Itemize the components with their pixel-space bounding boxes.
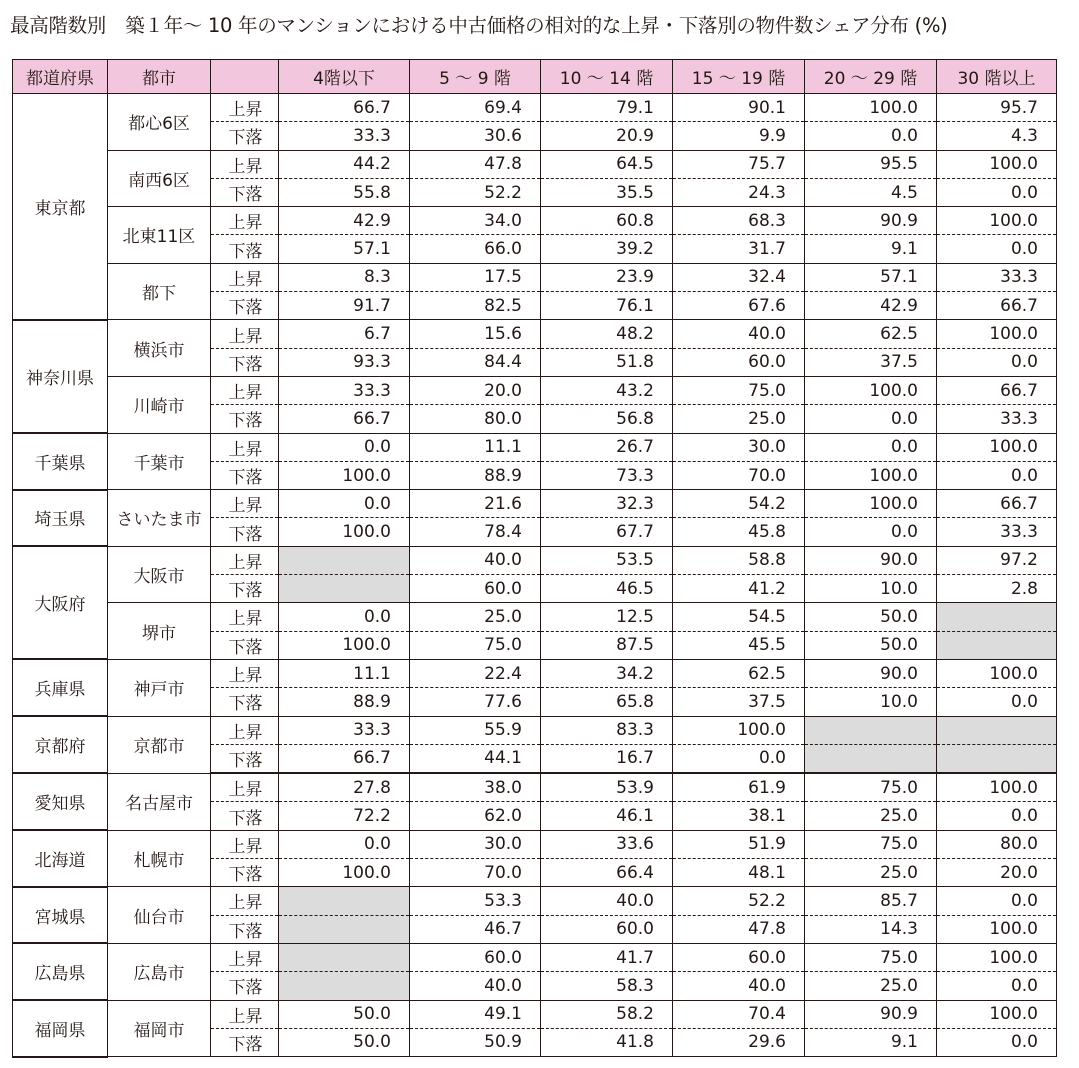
value-cell: 45.5 — [673, 631, 805, 659]
empty-cell — [279, 943, 410, 971]
rise-label: 上昇 — [211, 943, 279, 971]
value-cell: 100.0 — [805, 461, 937, 489]
value-cell: 30.0 — [673, 433, 805, 461]
value-cell: 67.6 — [673, 292, 805, 320]
value-cell: 40.0 — [541, 887, 673, 915]
value-cell: 100.0 — [937, 207, 1057, 235]
value-cell: 47.8 — [410, 150, 541, 178]
value-cell: 4.3 — [937, 122, 1057, 150]
city-cell: さいたま市 — [108, 490, 211, 547]
rise-label: 上昇 — [211, 490, 279, 518]
value-cell: 23.9 — [541, 263, 673, 291]
value-cell: 95.7 — [937, 94, 1057, 122]
prefecture-cell: 大阪府 — [13, 546, 108, 659]
rise-label: 上昇 — [211, 150, 279, 178]
value-cell: 87.5 — [541, 631, 673, 659]
value-cell: 15.6 — [410, 320, 541, 348]
value-cell: 33.3 — [937, 263, 1057, 291]
value-cell: 66.4 — [541, 859, 673, 887]
header-row — [13, 60, 1057, 94]
value-cell: 0.0 — [937, 461, 1057, 489]
value-cell: 48.2 — [541, 320, 673, 348]
value-cell: 0.0 — [937, 348, 1057, 376]
table-row — [13, 773, 1057, 802]
city-cell: 札幌市 — [108, 830, 211, 887]
value-cell: 41.7 — [541, 943, 673, 971]
value-cell: 33.3 — [937, 405, 1057, 433]
value-cell: 37.5 — [673, 688, 805, 716]
value-cell: 100.0 — [279, 518, 410, 546]
value-cell: 88.9 — [279, 688, 410, 716]
value-cell: 85.7 — [805, 887, 937, 915]
value-cell: 60.0 — [673, 943, 805, 971]
value-cell: 66.7 — [937, 490, 1057, 518]
city-cell: 千葉市 — [108, 433, 211, 490]
value-cell: 41.2 — [673, 575, 805, 603]
table-row — [13, 433, 1057, 461]
value-cell: 29.6 — [673, 1028, 805, 1056]
table-row — [13, 376, 1057, 404]
value-cell: 53.3 — [410, 887, 541, 915]
value-cell: 80.0 — [410, 405, 541, 433]
value-cell: 38.0 — [410, 773, 541, 802]
value-cell: 0.0 — [937, 178, 1057, 206]
value-cell: 37.5 — [805, 348, 937, 376]
empty-cell — [937, 744, 1057, 773]
value-cell: 50.0 — [805, 631, 937, 659]
table-row — [13, 490, 1057, 518]
rise-label: 上昇 — [211, 376, 279, 404]
prefecture-cell: 広島県 — [13, 943, 108, 1000]
city-cell: 堺市 — [108, 603, 211, 660]
header-city: 都市 — [108, 60, 211, 94]
value-cell: 0.0 — [805, 518, 937, 546]
prefecture-cell: 京都府 — [13, 716, 108, 773]
value-cell: 51.8 — [541, 348, 673, 376]
value-cell: 50.0 — [279, 1000, 410, 1028]
value-cell: 60.0 — [410, 575, 541, 603]
value-cell: 0.0 — [937, 235, 1057, 263]
city-cell: 広島市 — [108, 943, 211, 1000]
value-cell: 100.0 — [937, 433, 1057, 461]
value-cell: 55.8 — [279, 178, 410, 206]
header-floors-20-29: 20 ～ 29 階 — [805, 60, 937, 94]
price-share-table — [12, 59, 1057, 1058]
value-cell: 26.7 — [541, 433, 673, 461]
value-cell: 0.0 — [673, 744, 805, 773]
fall-label: 下落 — [211, 178, 279, 206]
value-cell: 17.5 — [410, 263, 541, 291]
value-cell: 90.1 — [673, 94, 805, 122]
value-cell: 69.4 — [410, 94, 541, 122]
empty-cell — [805, 744, 937, 773]
value-cell: 100.0 — [673, 716, 805, 744]
value-cell: 39.2 — [541, 235, 673, 263]
value-cell: 11.1 — [410, 433, 541, 461]
value-cell: 54.5 — [673, 603, 805, 631]
rise-label: 上昇 — [211, 830, 279, 858]
value-cell: 25.0 — [410, 603, 541, 631]
value-cell: 57.1 — [279, 235, 410, 263]
rise-label: 上昇 — [211, 1000, 279, 1028]
value-cell: 51.9 — [673, 830, 805, 858]
value-cell: 66.7 — [279, 94, 410, 122]
value-cell: 42.9 — [279, 207, 410, 235]
value-cell: 48.1 — [673, 859, 805, 887]
table-row — [13, 943, 1057, 971]
value-cell: 40.0 — [673, 320, 805, 348]
value-cell: 67.7 — [541, 518, 673, 546]
table-row — [13, 716, 1057, 744]
value-cell: 0.0 — [937, 802, 1057, 830]
value-cell: 65.8 — [541, 688, 673, 716]
value-cell: 0.0 — [279, 603, 410, 631]
value-cell: 33.3 — [279, 716, 410, 744]
prefecture-cell: 埼玉県 — [13, 490, 108, 547]
value-cell: 0.0 — [937, 1028, 1057, 1056]
value-cell: 100.0 — [937, 150, 1057, 178]
rise-label: 上昇 — [211, 94, 279, 122]
value-cell: 60.0 — [541, 915, 673, 943]
city-cell: 川崎市 — [108, 376, 211, 433]
value-cell: 6.7 — [279, 320, 410, 348]
value-cell: 64.5 — [541, 150, 673, 178]
table-row — [13, 207, 1057, 235]
value-cell: 0.0 — [279, 433, 410, 461]
city-cell: 南西6区 — [108, 150, 211, 207]
value-cell: 77.6 — [410, 688, 541, 716]
value-cell: 100.0 — [937, 320, 1057, 348]
value-cell: 90.9 — [805, 1000, 937, 1028]
fall-label: 下落 — [211, 688, 279, 716]
value-cell: 16.7 — [541, 744, 673, 773]
city-cell: 名古屋市 — [108, 773, 211, 830]
rise-label: 上昇 — [211, 320, 279, 348]
value-cell: 75.0 — [805, 830, 937, 858]
value-cell: 27.8 — [279, 773, 410, 802]
value-cell: 100.0 — [279, 631, 410, 659]
value-cell: 90.0 — [805, 659, 937, 687]
fall-label: 下落 — [211, 235, 279, 263]
value-cell: 20.0 — [410, 376, 541, 404]
value-cell: 43.2 — [541, 376, 673, 404]
value-cell: 40.0 — [410, 546, 541, 574]
value-cell: 62.0 — [410, 802, 541, 830]
value-cell: 46.5 — [541, 575, 673, 603]
table-row — [13, 94, 1057, 122]
value-cell: 31.7 — [673, 235, 805, 263]
value-cell: 75.0 — [805, 943, 937, 971]
header-floors-15-19: 15 ～ 19 階 — [673, 60, 805, 94]
city-cell: 北東11区 — [108, 207, 211, 264]
prefecture-cell: 東京都 — [13, 94, 108, 320]
prefecture-cell: 北海道 — [13, 830, 108, 887]
value-cell: 58.3 — [541, 972, 673, 1000]
fall-label: 下落 — [211, 915, 279, 943]
value-cell: 91.7 — [279, 292, 410, 320]
value-cell: 52.2 — [410, 178, 541, 206]
value-cell: 46.7 — [410, 915, 541, 943]
city-cell: 都下 — [108, 263, 211, 320]
value-cell: 50.0 — [279, 1028, 410, 1056]
value-cell: 82.5 — [410, 292, 541, 320]
value-cell: 75.0 — [805, 773, 937, 802]
empty-cell — [279, 546, 410, 574]
value-cell: 44.1 — [410, 744, 541, 773]
value-cell: 42.9 — [805, 292, 937, 320]
value-cell: 53.9 — [541, 773, 673, 802]
value-cell: 25.0 — [673, 405, 805, 433]
value-cell: 25.0 — [805, 859, 937, 887]
value-cell: 100.0 — [805, 376, 937, 404]
value-cell: 70.0 — [673, 461, 805, 489]
fall-label: 下落 — [211, 1028, 279, 1056]
value-cell: 25.0 — [805, 972, 937, 1000]
empty-cell — [937, 603, 1057, 631]
value-cell: 41.8 — [541, 1028, 673, 1056]
table-row — [13, 546, 1057, 574]
fall-label: 下落 — [211, 122, 279, 150]
value-cell: 68.3 — [673, 207, 805, 235]
value-cell: 0.0 — [937, 887, 1057, 915]
value-cell: 34.0 — [410, 207, 541, 235]
value-cell: 14.3 — [805, 915, 937, 943]
value-cell: 100.0 — [937, 773, 1057, 802]
header-floors-5-9: 5 ～ 9 階 — [410, 60, 541, 94]
value-cell: 100.0 — [805, 94, 937, 122]
table-row — [13, 1000, 1057, 1028]
value-cell: 75.7 — [673, 150, 805, 178]
empty-cell — [937, 716, 1057, 744]
value-cell: 100.0 — [279, 859, 410, 887]
value-cell: 50.9 — [410, 1028, 541, 1056]
value-cell: 32.3 — [541, 490, 673, 518]
city-cell: 横浜市 — [108, 320, 211, 377]
rise-label: 上昇 — [211, 263, 279, 291]
value-cell: 33.6 — [541, 830, 673, 858]
value-cell: 0.0 — [805, 433, 937, 461]
fall-label: 下落 — [211, 859, 279, 887]
value-cell: 56.8 — [541, 405, 673, 433]
value-cell: 34.2 — [541, 659, 673, 687]
fall-label: 下落 — [211, 744, 279, 773]
value-cell: 83.3 — [541, 716, 673, 744]
value-cell: 22.4 — [410, 659, 541, 687]
fall-label: 下落 — [211, 575, 279, 603]
value-cell: 12.5 — [541, 603, 673, 631]
value-cell: 66.7 — [937, 292, 1057, 320]
prefecture-cell: 福岡県 — [13, 1000, 108, 1057]
value-cell: 0.0 — [937, 972, 1057, 1000]
fall-label: 下落 — [211, 972, 279, 1000]
value-cell: 60.0 — [673, 348, 805, 376]
table-title: 最高階数別 築１年～ 10 年のマンションにおける中古価格の相対的な上昇・下落別の物件数シェア分布 (%) — [10, 14, 948, 37]
value-cell: 20.0 — [937, 859, 1057, 887]
table-row — [13, 263, 1057, 291]
value-cell: 79.1 — [541, 94, 673, 122]
fall-label: 下落 — [211, 348, 279, 376]
value-cell: 30.6 — [410, 122, 541, 150]
value-cell: 70.0 — [410, 859, 541, 887]
value-cell: 30.0 — [410, 830, 541, 858]
rise-label: 上昇 — [211, 546, 279, 574]
value-cell: 93.3 — [279, 348, 410, 376]
value-cell: 90.0 — [805, 546, 937, 574]
value-cell: 47.8 — [673, 915, 805, 943]
value-cell: 0.0 — [279, 830, 410, 858]
city-cell: 福岡市 — [108, 1000, 211, 1057]
empty-cell — [279, 915, 410, 943]
table-row — [13, 150, 1057, 178]
empty-cell — [279, 575, 410, 603]
value-cell: 2.8 — [937, 575, 1057, 603]
city-cell: 都心6区 — [108, 94, 211, 151]
value-cell: 9.9 — [673, 122, 805, 150]
value-cell: 24.3 — [673, 178, 805, 206]
header-prefecture: 都道府県 — [13, 60, 108, 94]
value-cell: 75.0 — [410, 631, 541, 659]
value-cell: 46.1 — [541, 802, 673, 830]
value-cell: 66.7 — [279, 744, 410, 773]
value-cell: 49.1 — [410, 1000, 541, 1028]
value-cell: 45.8 — [673, 518, 805, 546]
fall-label: 下落 — [211, 631, 279, 659]
value-cell: 40.0 — [673, 972, 805, 1000]
value-cell: 44.2 — [279, 150, 410, 178]
prefecture-cell: 千葉県 — [13, 433, 108, 490]
value-cell: 40.0 — [410, 972, 541, 1000]
value-cell: 66.7 — [279, 405, 410, 433]
table-row — [13, 603, 1057, 631]
value-cell: 70.4 — [673, 1000, 805, 1028]
prefecture-cell: 神奈川県 — [13, 320, 108, 433]
value-cell: 73.3 — [541, 461, 673, 489]
value-cell: 95.5 — [805, 150, 937, 178]
value-cell: 8.3 — [279, 263, 410, 291]
value-cell: 100.0 — [937, 943, 1057, 971]
value-cell: 35.5 — [541, 178, 673, 206]
fall-label: 下落 — [211, 405, 279, 433]
empty-cell — [279, 972, 410, 1000]
value-cell: 100.0 — [937, 915, 1057, 943]
value-cell: 38.1 — [673, 802, 805, 830]
value-cell: 53.5 — [541, 546, 673, 574]
value-cell: 75.0 — [673, 376, 805, 404]
table-row — [13, 320, 1057, 348]
value-cell: 52.2 — [673, 887, 805, 915]
value-cell: 33.3 — [279, 122, 410, 150]
empty-cell — [937, 631, 1057, 659]
rise-label: 上昇 — [211, 207, 279, 235]
value-cell: 50.0 — [805, 603, 937, 631]
value-cell: 25.0 — [805, 802, 937, 830]
value-cell: 33.3 — [279, 376, 410, 404]
value-cell: 10.0 — [805, 688, 937, 716]
value-cell: 58.8 — [673, 546, 805, 574]
header-kind — [211, 60, 279, 94]
rise-label: 上昇 — [211, 603, 279, 631]
rise-label: 上昇 — [211, 433, 279, 461]
table-row — [13, 830, 1057, 858]
value-cell: 97.2 — [937, 546, 1057, 574]
value-cell: 55.9 — [410, 716, 541, 744]
value-cell: 0.0 — [279, 490, 410, 518]
fall-label: 下落 — [211, 292, 279, 320]
value-cell: 100.0 — [279, 461, 410, 489]
value-cell: 60.8 — [541, 207, 673, 235]
value-cell: 61.9 — [673, 773, 805, 802]
value-cell: 33.3 — [937, 518, 1057, 546]
header-floors-10-14: 10 ～ 14 階 — [541, 60, 673, 94]
value-cell: 72.2 — [279, 802, 410, 830]
rise-label: 上昇 — [211, 659, 279, 687]
header-floors-30-above: 30 階以上 — [937, 60, 1057, 94]
value-cell: 62.5 — [805, 320, 937, 348]
value-cell: 9.1 — [805, 1028, 937, 1056]
value-cell: 60.0 — [410, 943, 541, 971]
value-cell: 11.1 — [279, 659, 410, 687]
value-cell: 57.1 — [805, 263, 937, 291]
city-cell: 京都市 — [108, 716, 211, 773]
prefecture-cell: 宮城県 — [13, 887, 108, 944]
prefecture-cell: 愛知県 — [13, 773, 108, 830]
value-cell: 100.0 — [937, 1000, 1057, 1028]
value-cell: 80.0 — [937, 830, 1057, 858]
value-cell: 54.2 — [673, 490, 805, 518]
value-cell: 10.0 — [805, 575, 937, 603]
value-cell: 4.5 — [805, 178, 937, 206]
value-cell: 84.4 — [410, 348, 541, 376]
value-cell: 62.5 — [673, 659, 805, 687]
city-cell: 神戸市 — [108, 659, 211, 716]
value-cell: 32.4 — [673, 263, 805, 291]
table-body — [13, 94, 1057, 1057]
value-cell: 66.0 — [410, 235, 541, 263]
value-cell: 58.2 — [541, 1000, 673, 1028]
empty-cell — [805, 716, 937, 744]
value-cell: 21.6 — [410, 490, 541, 518]
empty-cell — [279, 887, 410, 915]
value-cell: 0.0 — [937, 688, 1057, 716]
value-cell: 78.4 — [410, 518, 541, 546]
prefecture-cell: 兵庫県 — [13, 659, 108, 716]
rise-label: 上昇 — [211, 716, 279, 744]
value-cell: 0.0 — [805, 405, 937, 433]
value-cell: 100.0 — [805, 490, 937, 518]
fall-label: 下落 — [211, 802, 279, 830]
rise-label: 上昇 — [211, 887, 279, 915]
header-floors-4-below: 4階以下 — [279, 60, 410, 94]
value-cell: 20.9 — [541, 122, 673, 150]
value-cell: 66.7 — [937, 376, 1057, 404]
value-cell: 76.1 — [541, 292, 673, 320]
table-row — [13, 659, 1057, 687]
table-row — [13, 887, 1057, 915]
city-cell: 大阪市 — [108, 546, 211, 603]
value-cell: 9.1 — [805, 235, 937, 263]
fall-label: 下落 — [211, 461, 279, 489]
value-cell: 88.9 — [410, 461, 541, 489]
value-cell: 0.0 — [805, 122, 937, 150]
value-cell: 100.0 — [937, 659, 1057, 687]
city-cell: 仙台市 — [108, 887, 211, 944]
fall-label: 下落 — [211, 518, 279, 546]
value-cell: 90.9 — [805, 207, 937, 235]
rise-label: 上昇 — [211, 773, 279, 802]
